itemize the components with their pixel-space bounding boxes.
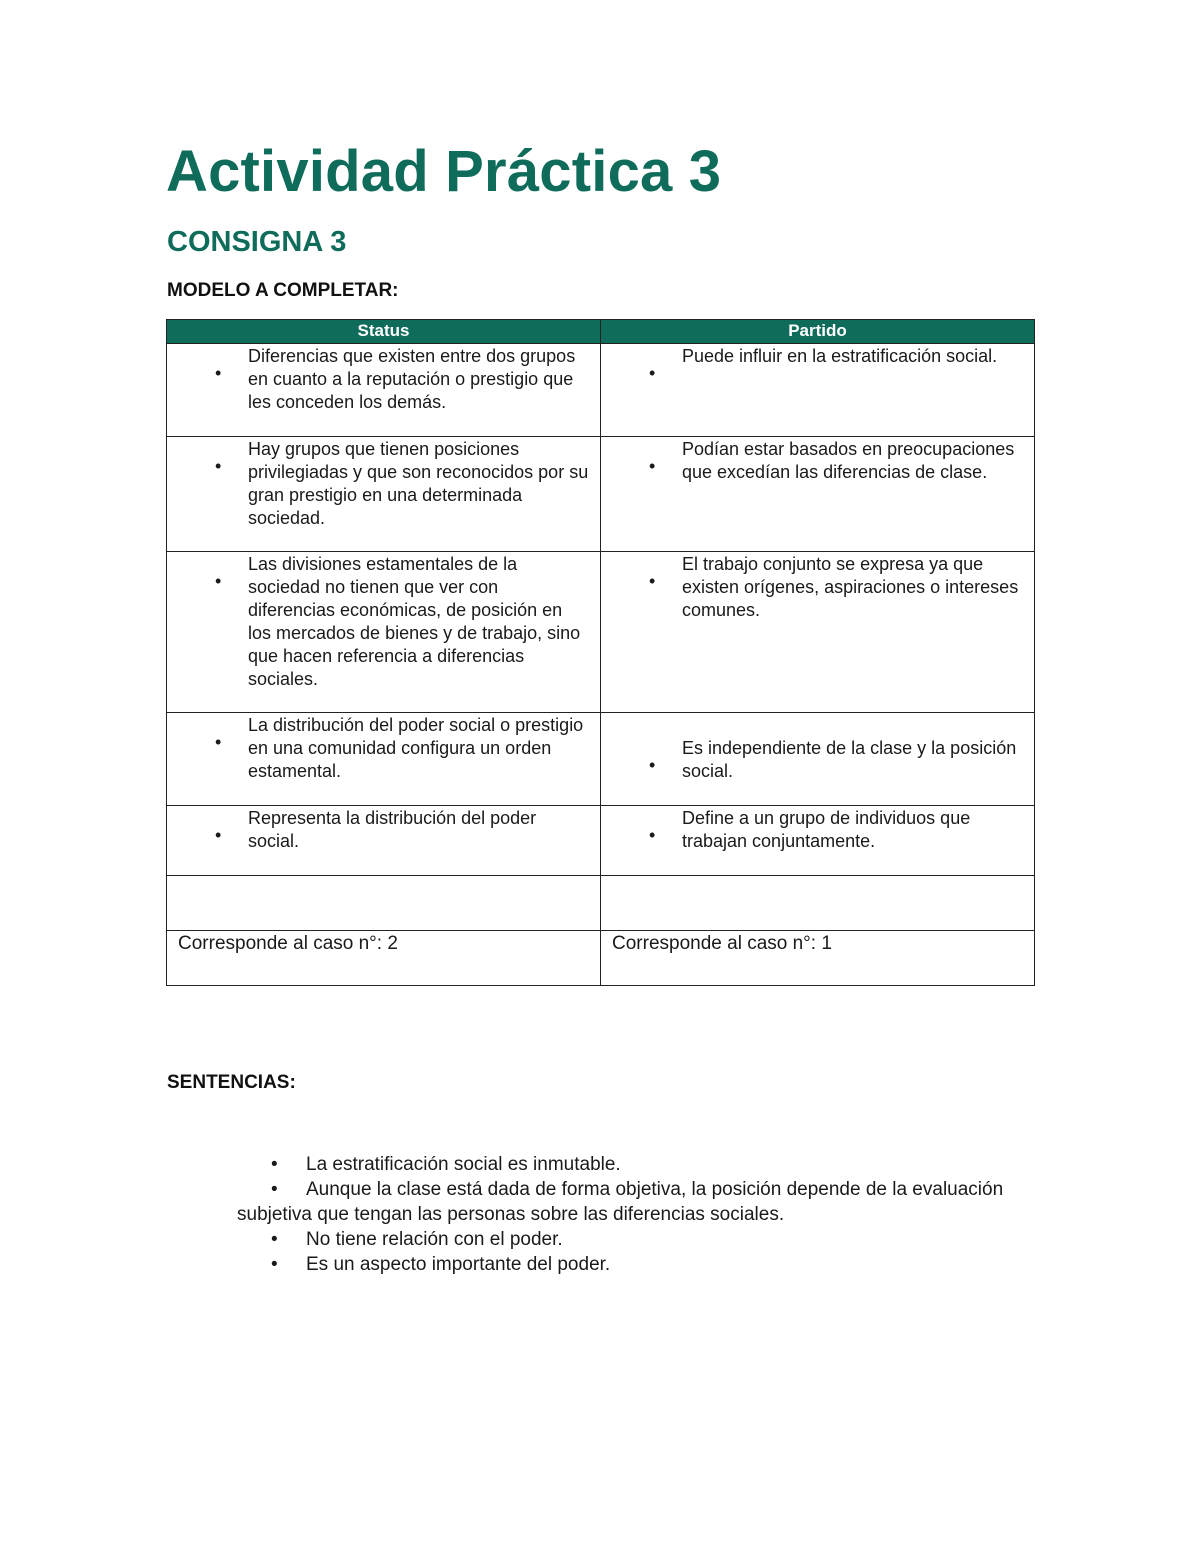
bullet-icon: • bbox=[215, 732, 222, 752]
table-row bbox=[167, 713, 1035, 806]
model-table bbox=[166, 319, 1035, 986]
table-row bbox=[167, 552, 1035, 713]
status-text: La distribución del poder social o prestigio en una comunidad configura un orden estamental. bbox=[248, 715, 584, 781]
case-status-cell bbox=[167, 931, 601, 986]
bullet-icon: • bbox=[271, 1179, 278, 1200]
bullet-icon: • bbox=[271, 1154, 278, 1175]
empty-row bbox=[167, 876, 1035, 931]
table-row bbox=[167, 344, 1035, 437]
header-status: Status bbox=[167, 320, 601, 344]
sentence-text: Es un aspecto importante del poder. bbox=[306, 1254, 611, 1275]
sentence-text: Aunque la clase está dada de forma objetiva, la posición depende de la evaluación subjetiva que tengan las personas sobre las diferencias sociales. bbox=[237, 1179, 1004, 1225]
sentence-text: La estratificación social es inmutable. bbox=[306, 1154, 621, 1175]
bullet-icon: • bbox=[215, 571, 222, 591]
status-cell bbox=[167, 344, 601, 437]
sentences-list bbox=[237, 1152, 1027, 1277]
partido-cell bbox=[601, 552, 1035, 713]
bullet-icon: • bbox=[649, 456, 656, 476]
list-item bbox=[237, 1177, 1027, 1227]
bullet-icon: • bbox=[649, 363, 656, 383]
bullet-icon: • bbox=[649, 755, 656, 775]
empty-cell[interactable] bbox=[601, 876, 1035, 931]
list-item bbox=[237, 1152, 1027, 1177]
empty-cell[interactable] bbox=[167, 876, 601, 931]
partido-cell bbox=[601, 713, 1035, 806]
header-partido: Partido bbox=[601, 320, 1035, 344]
case-status-text: Corresponde al caso n°: 2 bbox=[178, 933, 398, 954]
status-cell bbox=[167, 806, 601, 876]
bullet-icon: • bbox=[649, 825, 656, 845]
status-text: Representa la distribución del poder social. bbox=[248, 808, 537, 851]
status-cell bbox=[167, 437, 601, 552]
table-row bbox=[167, 437, 1035, 552]
list-item bbox=[237, 1252, 1027, 1277]
table-row bbox=[167, 806, 1035, 876]
sentence-text: No tiene relación con el poder. bbox=[306, 1229, 563, 1250]
table-header-row bbox=[167, 320, 1035, 344]
bullet-icon: • bbox=[215, 363, 222, 383]
partido-text: Podían estar basados en preocupaciones que excedían las diferencias de clase. bbox=[682, 439, 1015, 482]
partido-text: Puede influir en la estratificación social. bbox=[682, 346, 998, 366]
model-label: MODELO A COMPLETAR: bbox=[167, 280, 399, 301]
status-text: Las divisiones estamentales de la sociedad no tienen que ver con diferencias económicas, de posición en los mercados de bienes y de trabajo, sino que hacen referencia a diferencias sociales. bbox=[248, 554, 581, 689]
case-partido-cell bbox=[601, 931, 1035, 986]
bullet-icon: • bbox=[271, 1254, 278, 1275]
partido-text: Define a un grupo de individuos que trabajan conjuntamente. bbox=[682, 808, 971, 851]
partido-cell bbox=[601, 806, 1035, 876]
bullet-icon: • bbox=[215, 456, 222, 476]
case-row bbox=[167, 931, 1035, 986]
case-partido-text: Corresponde al caso n°: 1 bbox=[612, 933, 832, 954]
partido-cell bbox=[601, 437, 1035, 552]
partido-text: El trabajo conjunto se expresa ya que existen orígenes, aspiraciones o intereses comunes. bbox=[682, 554, 1019, 620]
document-subtitle: CONSIGNA 3 bbox=[167, 226, 347, 258]
sentences-label: SENTENCIAS: bbox=[167, 1072, 296, 1093]
list-item bbox=[237, 1227, 1027, 1252]
status-cell bbox=[167, 713, 601, 806]
status-cell bbox=[167, 552, 601, 713]
status-text: Hay grupos que tienen posiciones privilegiadas y que son reconocidos por su gran prestigio en una determinada sociedad. bbox=[248, 439, 589, 528]
partido-cell bbox=[601, 344, 1035, 437]
partido-text: Es independiente de la clase y la posición social. bbox=[682, 738, 1017, 781]
status-text: Diferencias que existen entre dos grupos en cuanto a la reputación o prestigio que les conceden los demás. bbox=[248, 346, 576, 412]
bullet-icon: • bbox=[649, 571, 656, 591]
bullet-icon: • bbox=[215, 825, 222, 845]
document-title: Actividad Práctica 3 bbox=[166, 139, 722, 204]
bullet-icon: • bbox=[271, 1229, 278, 1250]
